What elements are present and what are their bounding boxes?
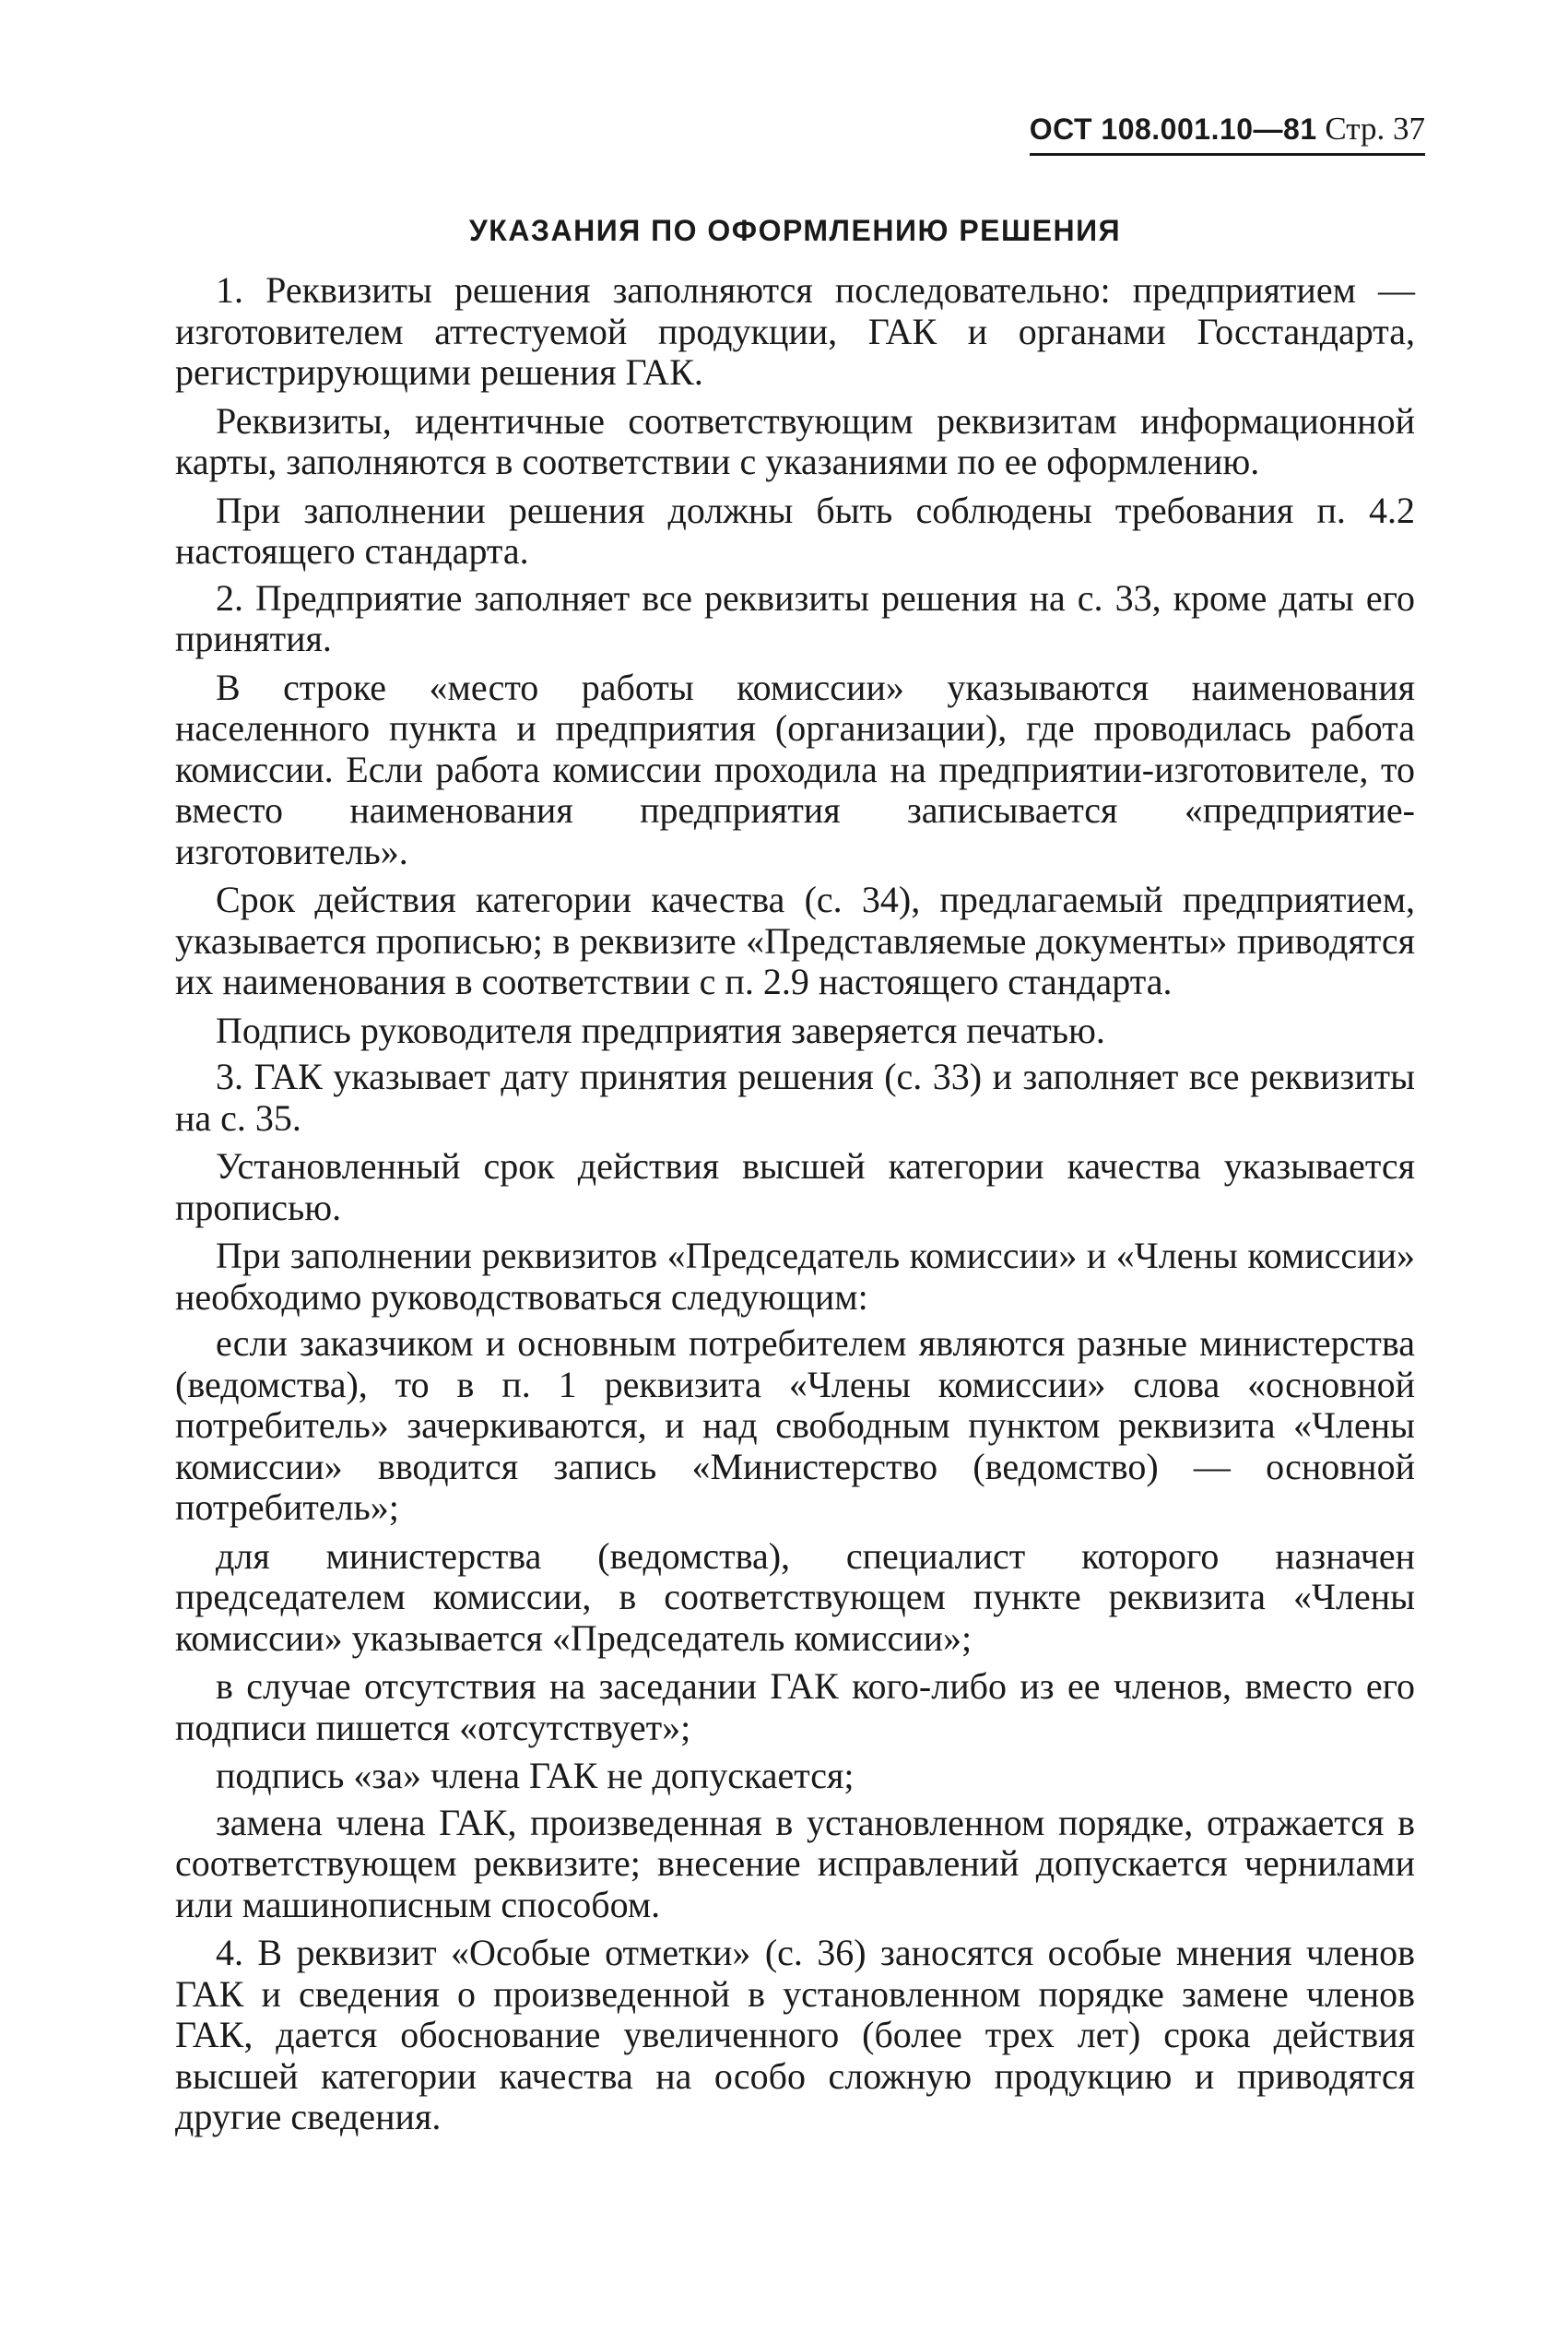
paragraph-9: Установленный срок действия высшей категории качества указывается прописью. (175, 1145, 1415, 1228)
body-text (175, 270, 1415, 2146)
paragraph-7: Подпись руководителя предприятия заверяется печатью. (216, 1009, 1105, 1051)
paragraph-12: для министерства (ведомства), специалист которого назначен председателем комиссии, в соответствующем пункте реквизита «Члены комиссии» указывается «Председатель комиссии»; (175, 1534, 1415, 1659)
paragraph-1: 1. Реквизиты решения заполняются последовательно: предприятием — изготовителем аттестуемой продукции, ГАК и органами Госстандарта, регистрирующими решения ГАК. (175, 269, 1415, 393)
paragraph-10: При заполнении реквизитов «Председатель комиссии» и «Члены комиссии» необходимо руководствоваться следующим: (175, 1235, 1415, 1318)
paragraph-16: 4. В реквизит «Особые отметки» (с. 36) заносятся особые мнения членов ГАК и сведения о произведенной в установленном порядке замене членов ГАК, дается обоснование увеличенного (более трех лет) срока действия высшей категории качества на особо сложную продукцию и приводятся другие сведения. (175, 1932, 1415, 2137)
paragraph-4: 2. Предприятие заполняет все реквизиты решения на с. 33, кроме даты его принятия. (175, 576, 1415, 659)
paragraph-6: Срок действия категории качества (с. 34), предлагаемый предприятием, указывается прописью; в реквизите «Представляемые документы» приводятся их наименования в соответствии с п. 2.9 настоящего стандарта. (175, 879, 1415, 1002)
section-title: УКАЗАНИЯ ПО ОФОРМЛЕНИЮ РЕШЕНИЯ (468, 214, 1122, 247)
paragraph-5: В строке «место работы комиссии» указываются наименования населенного пункта и предприятия (организации), где проводилась работа комиссии. Если работа комиссии проходила на предприятии-изготовителе, то вместо наименования предприятия записывается «предприятие-изготовитель». (175, 666, 1415, 872)
paragraph-2: Реквизиты, идентичные соответствующим реквизитам информационной карты, заполняются в соответствии с указаниями по ее оформлению. (175, 399, 1415, 482)
page-number: Стр. 37 (1325, 111, 1425, 147)
paragraph-8: 3. ГАК указывает дату принятия решения (с. 33) и заполняет все реквизиты на с. 35. (175, 1056, 1415, 1139)
paragraph-14: подпись «за» члена ГАК не допускается; (216, 1755, 855, 1796)
standard-code: ОСТ 108.001.10—81 (1029, 112, 1317, 146)
paragraph-3: При заполнении решения должны быть соблюдены требования п. 4.2 настоящего стандарта. (175, 489, 1415, 572)
paragraph-11: если заказчиком и основным потребителем являются разные министерства (ведомства), то в п. 1 реквизита «Члены комиссии» слова «основной потребитель» зачеркиваются, и над свободным пунктом реквизита «Члены комиссии» вводится запись «Министерство (ведомство) — основной потребитель»; (175, 1322, 1415, 1528)
paragraph-15: замена члена ГАК, произведенная в установленном порядке, отражается в соответствующем реквизите; внесение исправлений допускается чернилами или машинописным способом. (175, 1801, 1415, 1925)
page-header (1030, 109, 1425, 156)
paragraph-13: в случае отсутствия на заседании ГАК кого-либо из ее членов, вместо его подписи пишется «отсутствует»; (175, 1665, 1415, 1748)
